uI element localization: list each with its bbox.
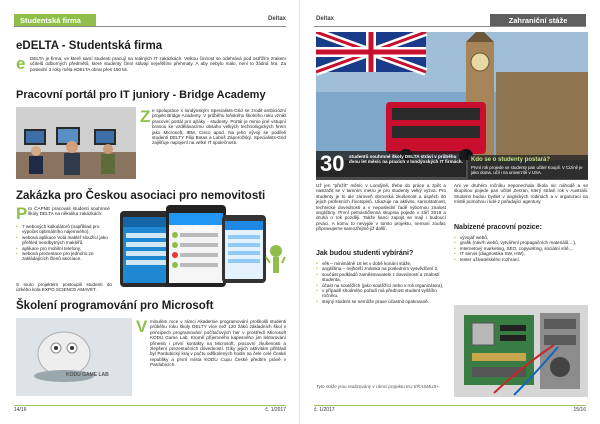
article-capne-bullets	[16, 224, 112, 262]
kodu-logo-text: KODU GAME LAB	[66, 372, 109, 378]
list-item: • věk – minimálně 16 let v době konání stáže,	[316, 261, 446, 266]
header-rule	[14, 26, 286, 27]
list-item: • grafik (návrh webů, vytváření propagačních materiálů,...),	[454, 240, 588, 245]
article-bridge-title: Pracovní portál pro IT juniory - Bridge Academy	[16, 89, 266, 101]
page-number-right: 15/16	[573, 407, 586, 413]
article-microsoft-title: Školení programování pro Microsoft	[16, 300, 214, 312]
brand-label: Deltax	[267, 16, 286, 22]
section-tab-student-firm: Studentská firma	[14, 14, 96, 27]
list-item: • IT servis (diagnostika SW, HW),	[454, 251, 588, 256]
article-edelta-title: eDELTA - Studentská firma	[16, 40, 163, 52]
positions-list	[454, 235, 588, 262]
issue-number-right: č. 1/2017	[314, 407, 335, 413]
phone-contact-name: Jan Novák	[181, 226, 215, 233]
issue-number-left: č. 1/2017	[265, 407, 286, 413]
teacher-quote-box	[468, 155, 588, 179]
article-capne-intro: ro ČAPNE pracovali studenti souhrnné školy DELTA na několika zakázkách:	[28, 206, 110, 217]
classroom-photo	[16, 107, 136, 179]
caption-text: studentů souhrnné školy DELTA stráví v průběhu dvou let měsíc na praxích v londýnských IT firmách.	[349, 154, 463, 165]
article-bridge-dropcap: Z	[140, 107, 151, 126]
selection-criteria-list	[316, 261, 446, 304]
quote-title: Kdo se o studenty postará?	[471, 157, 551, 163]
list-item: • webová prezentace pro jednoho ze zakládajících členů asociace.	[16, 251, 112, 262]
list-item: • v případě shodného pořadí má přednost student vyššího ročníku,	[316, 288, 446, 299]
article-edelta-text: DELTA je firma, ve které samí studenti pracují na reálných IT zakázkách. Velkou činnost se odehrává pod ostřížím zrakem učitelů odborných předmětů, které studenty činní stávají největšími přehmaty. A aby nebylo málo, není to žádná hra. Za poslední 3 roky měla eDELTA obrat přes 150 tis.	[30, 56, 286, 72]
article-edelta-dropcap: e	[16, 54, 26, 73]
kodu-game-lab-logo	[16, 318, 132, 396]
article-capne-outro: S touto projektem postoupili studenti do úzkého kola EXPO SCIENCE AMAVET.	[16, 282, 112, 293]
page-number-left: 14/16	[14, 407, 27, 413]
section-tab-internships: Zahraniční stáže	[490, 14, 586, 27]
footer-rule	[314, 405, 586, 406]
right-page	[300, 0, 600, 424]
list-item: • vývojář webů,	[454, 235, 588, 240]
list-item: • účast na soutěžích (jako soutěžící nebo v roli organizátora),	[316, 283, 446, 288]
header-rule	[314, 26, 586, 27]
article-capne-dropcap: P	[16, 204, 28, 223]
article-microsoft-text: minulém roce v rámci Akademie programování proškolili studenti průběhu roku školy DELTY více než 120 žáků základních škol v principech programování počítačových her v prostředí Microsoft KODU Game Lab. Kromě příjemného kapesného jim lektorování přineslo i první kontakty na Microsoft, pracovní zkušenosti a zlepšení prezentačních dovedností. Díky jejich aktivitám přihlásil byl Pardubický kraj v počtu odškolených hodin na čele celé České republiky a první místa KODU Cupu České předtím právě v Pardubicích.	[150, 319, 286, 368]
computer-hardware-photo	[454, 305, 588, 397]
mobile-app-screens	[118, 205, 286, 287]
caption-number: 30	[320, 151, 345, 176]
quote-text: První rok projede se studenty pan učitel Koupil. V Cizině je jako doma, učil i na univerzitě v USA.	[471, 165, 583, 175]
photo-caption	[316, 151, 466, 177]
list-item: • angličtina – nejhorší známka na posledním vysvědčení 2,	[316, 266, 446, 271]
list-item: • tester uživatelského rozhraní.	[454, 257, 588, 262]
list-item: • aplikace pro mobilní telefony,	[16, 246, 112, 251]
list-item: • webová aplikace Volá makléř sloužící jako přehled neodbytných makléřů,	[16, 235, 112, 246]
article-bridge-text: e spolupráce s londýnským Specialists-Grid se zrodil ambiciózní projekt Bridge Academy. V průběhu loňského školního roku vznikl pracovní portál pro ajťáky - studenty. Portál je mimo jiné vstupní branou ke vzdělávacímu obsahu velkých technologických firem jako Microsoft, IBM, Cisco apod. Na jeho vývoji se podíleli studenti DELTY Filip Botas a Luboš Záporožský. Specialists-Grid zajišťuje napojení na velké IT společnosti.	[152, 108, 286, 146]
list-item: • internetový marketing, SEO, copywriting, sociální sítě,...	[454, 246, 588, 251]
article-capne-title: Zakázka pro Českou asociaci pro nemovitosti	[16, 190, 266, 202]
brand-label: Deltax	[316, 16, 335, 22]
internship-intro-text: Už jen "přežít" měsíc v Londýně, třeba do práce a zpět a nastražit se v tamním metru je pro studenty velký výzva. Pro studenty je to ale zároveň obrovská zkušenost a úspěch do jejich profesních životopisů. Ukazuje na aktivitu, samostatnost, technické dovednosti a v neposlední řadě výbornou znalost angličtiny. První petnáctičlenná skupina pojede v září 2018 a druhá o rok později. Takže šanci zapojit se mají i budoucí prváci. A komu to nevyjde v tomto projektu, nemusí zoufat, připravujeme samozřejmě již další.	[316, 183, 446, 232]
article-microsoft-dropcap: V	[136, 317, 148, 336]
positions-heading: Nabízené pracovní pozice:	[454, 224, 542, 231]
list-item: • 7 webových kalkulátorů (například pro výpočet optimálního nájemného),	[16, 224, 112, 235]
erasmus-note: Tyto stáže jsou realizovány v rámci projektu EU ERASMUS+.	[316, 384, 441, 389]
selection-heading: Jak budou studenti vybíráni?	[316, 250, 414, 257]
list-item: • stejný student se nemůže praxe účastnit opakovaně.	[316, 299, 446, 304]
second-year-text: Ani ve druhém ročníku neponechala škola nic náhodě a se skupinou pojede pan učitel Zerzán, který strávil rok v Austrálii. Studenti budou bydlet v anglických rodinách a v organizaci na místě pomohou i lidé z pořadající agentury.	[454, 183, 588, 205]
list-item: • součást podkladů zaměstnavatele z dovedností a znalostí studenta,	[316, 272, 446, 283]
footer-rule	[14, 405, 286, 406]
